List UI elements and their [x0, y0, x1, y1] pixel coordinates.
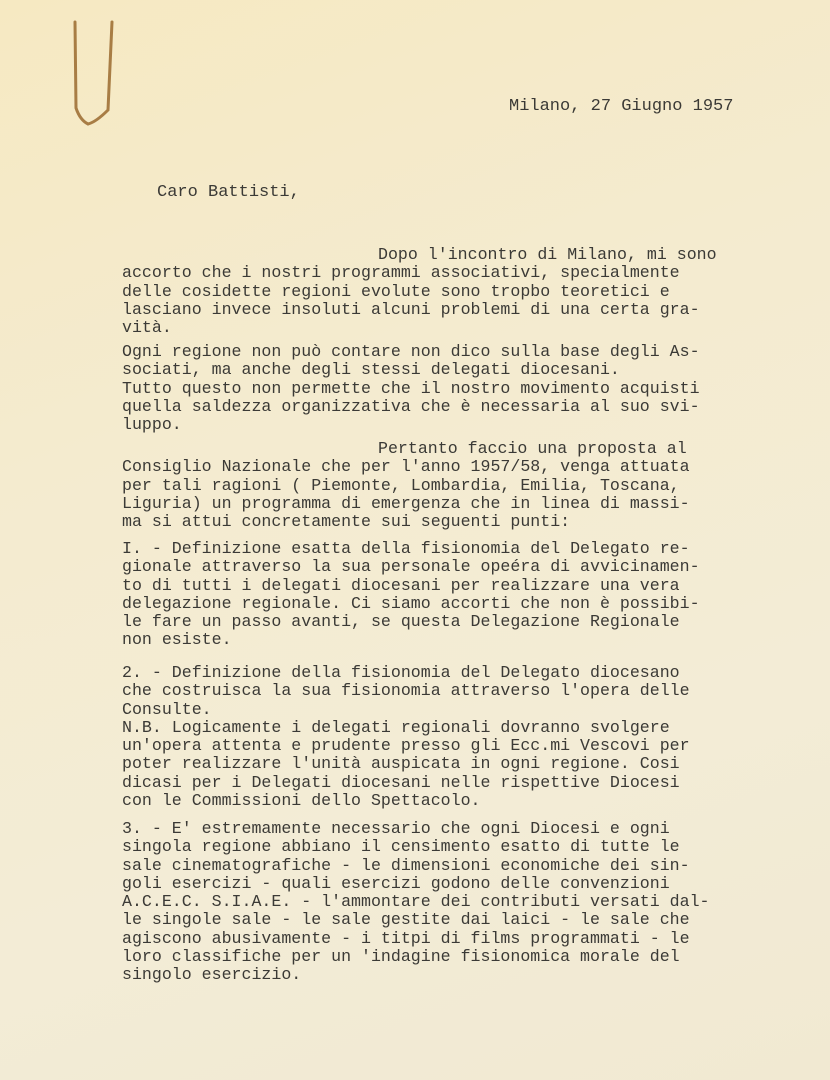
text-line: vità. — [122, 318, 172, 338]
text-line: goli esercizi - quali esercizi godono delle convenzioni — [122, 873, 670, 893]
text-line: Tutto questo non permette che il nostro movimento acquisti — [122, 378, 700, 398]
paragraph-point-3 — [122, 820, 710, 985]
text-line: N.B. Logicamente i delegati regionali dovranno svolgere — [122, 717, 670, 737]
text-line: A.C.E.C. S.I.A.E. - l'ammontare dei contributi versati dal- — [122, 892, 710, 912]
text-line: delegazione regionale. Ci siamo accorti che non è possibi- — [122, 593, 700, 613]
text-line: Consiglio Nazionale che per l'anno 1957/58, venga attuata — [122, 457, 690, 477]
text-line: dicasi per i Delegati diocesani nelle rispettive Diocesi — [122, 772, 680, 792]
text-line: delle cosidette regioni evolute sono tropbo teoretici e — [122, 281, 670, 301]
text-line: con le Commissioni dello Spettacolo. — [122, 791, 481, 811]
text-line: per tali ragioni ( Piemonte, Lombardia, Emilia, Toscana, — [122, 475, 680, 495]
text-line: 3. - E' estremamente necessario che ogni Diocesi e ogni — [122, 819, 670, 838]
text-line: poter realizzare l'unità auspicata in ogni regione. Cosi — [122, 754, 680, 774]
text-line: Dopo l'incontro di Milano, mi sono — [378, 245, 717, 264]
text-line: Ogni regione non può contare non dico sulla base degli As- — [122, 342, 700, 361]
text-line: accorto che i nostri programmi associativi, specialmente — [122, 263, 680, 283]
paragraph-intro — [122, 246, 717, 337]
text-line: Liguria) un programma di emergenza che in linea di massi- — [122, 493, 690, 513]
text-line: Consulte. — [122, 699, 212, 719]
text-line: sale cinematografiche - le dimensioni economiche dei sin- — [122, 855, 690, 875]
text-line: 2. - Definizione della fisionomia del Delegato diocesano — [122, 663, 680, 682]
text-line: I. - Definizione esatta della fisionomia del Delegato re- — [122, 539, 690, 558]
paragraph-point-2 — [122, 664, 690, 810]
text-line: Pertanto faccio una proposta al — [378, 439, 687, 458]
text-line: lasciano invece insoluti alcuni problemi di una certa gra- — [122, 299, 700, 319]
text-line: singolo esercizio. — [122, 965, 302, 985]
text-line: un'opera attenta e prudente presso gli Ecc.mi Vescovi per — [122, 736, 690, 756]
text-line: quella saldezza organizzativa che è necessaria al suo svi- — [122, 396, 700, 416]
salutation: Caro Battisti, — [157, 183, 300, 202]
letter-date: Milano, 27 Giugno 1957 — [509, 97, 734, 116]
staple-rust-mark — [70, 18, 120, 130]
text-line: singola regione abbiano il censimento esatto di tutte le — [122, 837, 680, 857]
paragraph-proposal — [122, 440, 690, 531]
text-line: gionale attraverso la sua personale opeéra di avvicinamen- — [122, 557, 700, 577]
text-line: le singole sale - le sale gestite dai laici - le sale che — [122, 910, 690, 930]
text-line: agiscono abusivamente - i titpi di films programmati - le — [122, 928, 690, 948]
text-line: che costruisca la sua fisionomia attraverso l'opera delle — [122, 681, 690, 701]
text-line: ma si attui concretamente sui seguenti punti: — [122, 512, 571, 532]
text-line: to di tutti i delegati diocesani per realizzare una vera — [122, 575, 680, 595]
text-line: non esiste. — [122, 630, 232, 650]
paragraph-regions — [122, 343, 700, 434]
text-line: sociati, ma anche degli stessi delegati diocesani. — [122, 360, 620, 380]
paragraph-point-1 — [122, 540, 700, 650]
text-line: loro classifiche per un 'indagine fisionomica morale del — [122, 947, 680, 967]
text-line: luppo. — [122, 415, 182, 435]
text-line: le fare un passo avanti, se questa Delegazione Regionale — [122, 612, 680, 632]
